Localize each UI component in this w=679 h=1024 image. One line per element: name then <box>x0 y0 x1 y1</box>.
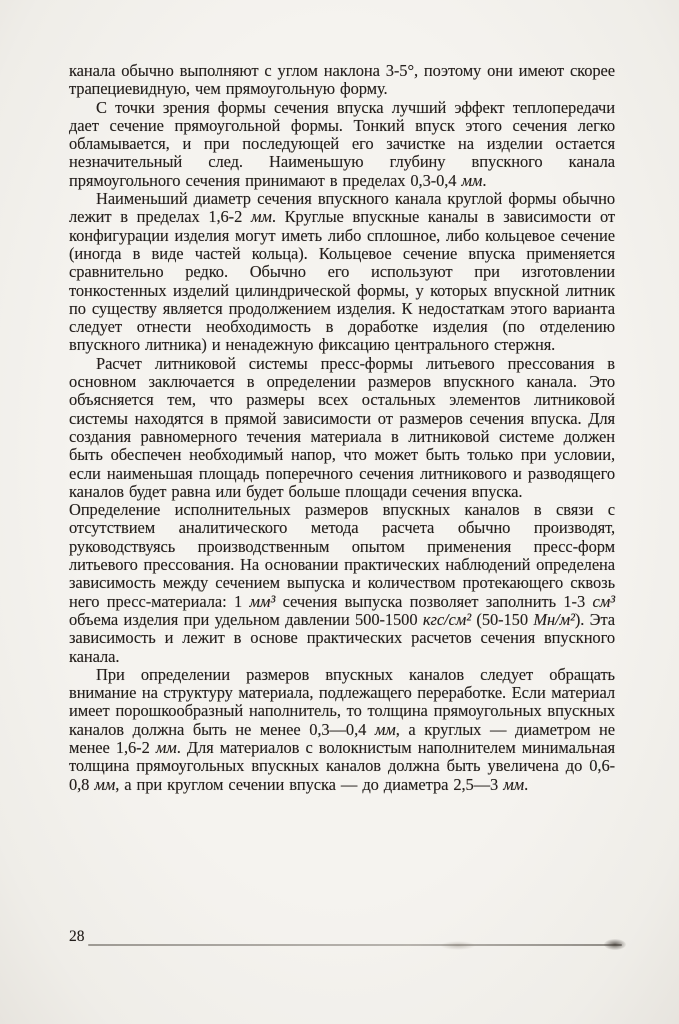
unit-italic: мм <box>461 170 483 190</box>
paragraph <box>69 190 615 355</box>
unit-italic: мм <box>374 719 396 739</box>
text-run: При определении размеров впускных каналов следует обращать внимание на структуру материала, подлежащего переработке. Если материал имеет порошкообразный наполнитель, то толщина прямоугольных впускных каналов должна быть не менее 0,3—0,4 <box>69 664 615 739</box>
text-run: Наименьший диаметр сечения впускного канала круглой формы обычно лежит в пределах 1,6-2 <box>69 189 615 227</box>
text-run: . <box>524 774 529 794</box>
unit-italic: Мн/м² <box>533 609 575 629</box>
unit-italic: см³ <box>592 591 615 611</box>
paragraph <box>69 501 615 666</box>
footer-rule <box>88 944 622 946</box>
unit-italic: кгс/см² <box>422 609 472 629</box>
unit-italic: мм <box>94 774 116 794</box>
unit-italic: мм <box>503 774 525 794</box>
text-run: Расчет литниковой системы пресс-формы литьевого прессования в основном заключается в определении размеров впускного канала. Это объясняется тем, что размеры всех остальных элементов литниковой системы находятся в прямой зависимости от размеров сечения впуска. Для создания равномерного течения материала в литниковой системе должен быть обеспечен необходимый напор, что может быть только при условии, если наименьшая площадь поперечного сечения литникового и разводящего каналов будет равна или будет больше площади сечения впуска. <box>69 353 615 501</box>
text-run: Определение исполнительных размеров впускных каналов в связи с отсутствием аналитического метода расчета обычно производят, руководствуясь производственным опытом применения пресс-форм литьевого прессования. На основании практических наблюдений определена зависимость между сечением выпуска и количеством протекающего сквозь него пресс-материала: 1 <box>69 500 615 611</box>
text-run: . Для материалов с волокнистым наполнителем минимальная толщина прямоугольных впускных каналов должна быть увеличена до 0,6-0,8 <box>69 737 615 794</box>
page-number: 28 <box>69 928 85 945</box>
text-run: сечения выпуска позволяет заполнить 1-3 <box>275 591 593 611</box>
scan-smudge <box>440 941 476 950</box>
paragraph <box>69 666 615 794</box>
unit-italic: мм³ <box>249 591 276 611</box>
text-run: . Круглые впускные каналы в зависимости от конфигурации изделия могут иметь либо сплошное, либо кольцевое сечение (иногда в виде частей кольца). Кольцевое сечение впуска применяется сравнительно редко. Обычно его используют при изготовлении тонкостенных изделий цилиндрической формы, у которых впускной литник по существу является продолжением изделия. К недостаткам этого варианта следует отнести необходимость в доработке изделия (по отделению впускного литника) и ненадежную фиксацию центрального стержня. <box>69 207 615 355</box>
text-run: , а при круглом сечении впуска — до диаметра 2,5—3 <box>115 774 504 794</box>
text-run: канала обычно выполняют с углом наклона 3-5°, поэтому они имеют скорее трапециевидную, чем прямоугольную форму. <box>69 61 615 99</box>
paragraph <box>69 99 615 190</box>
scan-smudge <box>604 939 626 950</box>
body-text <box>69 62 615 794</box>
text-run: , а круглых — диаметром не менее 1,6-2 <box>69 719 616 757</box>
unit-italic: мм <box>250 207 272 227</box>
text-run: (50-150 <box>471 609 534 629</box>
text-run: ). Эта зависимость и лежит в основе практических расчетов сечения впускного канала. <box>69 609 615 666</box>
paragraph <box>69 355 615 501</box>
paragraph <box>69 62 615 99</box>
text-run: С точки зрения формы сечения впуска лучший эффект теплопередачи дает сечение прямоугольной формы. Тонкий впуск этого сечения легко обламывается, и при последующей его зачистке на изделии остается незначительный след. Наименьшую глубину впускного канала прямоугольного сечения принимают в пределах 0,3-0,4 <box>69 97 615 190</box>
text-run: объема изделия при удельном давлении 500-1500 <box>69 609 423 629</box>
unit-italic: мм <box>155 737 177 757</box>
text-run: . <box>482 170 487 190</box>
